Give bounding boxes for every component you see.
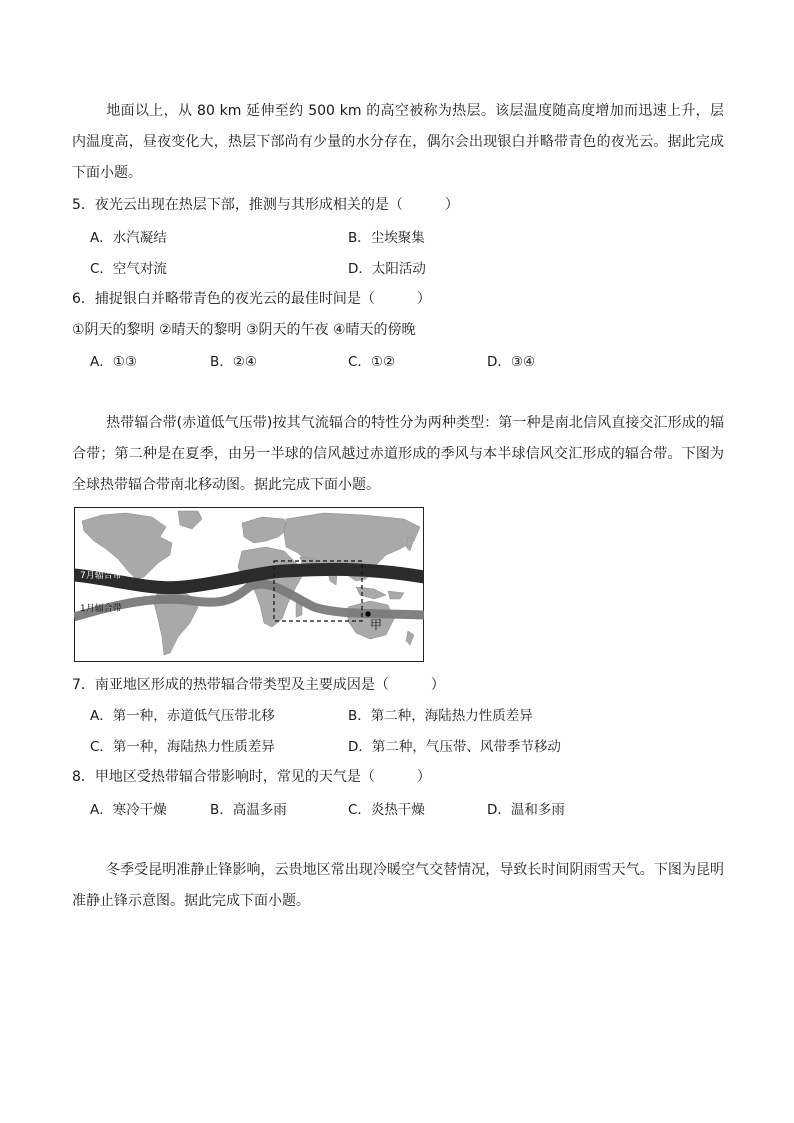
question-7-stem: 7．南亚地区形成的热带辐合带类型及主要成因是（ ）: [72, 677, 445, 693]
q5-option-a[interactable]: A．水汽凝结: [90, 230, 167, 246]
itcz-world-map: [74, 507, 424, 662]
q8-option-b[interactable]: B．高温多雨: [210, 802, 287, 818]
question-6-choices: ①阴天的黎明 ②晴天的黎明 ③阴天的午夜 ④晴天的傍晚: [72, 322, 416, 338]
q8-option-a[interactable]: A．寒冷干燥: [90, 802, 167, 818]
passage-thermosphere-text: 地面以上，从 80 km 延伸至约 500 km 的高空被称为热层。该层温度随高度增加而迅速上升，层内温度高，昼夜变化大，热层下部尚有少量的水分存在，偶尔会出现银白并略带青色的夜光云。据此完成下面小题。: [72, 103, 724, 181]
passage-kunming-front-text: 冬季受昆明准静止锋影响，云贵地区常出现冷暖空气交替情况，导致长时间阴雨雪天气。下图为昆明准静止锋示意图。据此完成下面小题。: [72, 862, 724, 909]
q8-option-d[interactable]: D．温和多雨: [487, 802, 565, 818]
q7-option-c[interactable]: C．第一种，海陆热力性质差异: [90, 739, 275, 755]
passage-kunming-front: [72, 855, 724, 917]
jan-itcz-label: 1月辐合带: [80, 604, 122, 614]
q6-option-b[interactable]: B．②④: [210, 354, 257, 370]
q6-option-d[interactable]: D．③④: [487, 354, 536, 370]
q8-option-c[interactable]: C．炎热干燥: [348, 802, 425, 818]
q5-option-d[interactable]: D．太阳活动: [348, 261, 426, 277]
q7-option-a[interactable]: A．第一种，赤道低气压带北移: [90, 708, 275, 724]
location-jia-marker: [365, 611, 370, 616]
passage-itcz: [72, 408, 724, 501]
passage-itcz-text: 热带辐合带(赤道低气压带)按其气流辐合的特性分为两种类型：第一种是南北信风直接交汇形成的辐合带；第二种是在夏季，由另一半球的信风越过赤道形成的季风与本半球信风交汇形成的辐合带。下图为全球热带辐合带南北移动图。据此完成下面小题。: [72, 415, 724, 493]
question-6-stem: 6．捕捉银白并略带青色的夜光云的最佳时间是（ ）: [72, 291, 431, 307]
question-5-stem: 5．夜光云出现在热层下部，推测与其形成相关的是（ ）: [72, 197, 459, 213]
q7-option-b[interactable]: B．第二种，海陆热力性质差异: [348, 708, 533, 724]
q7-option-d[interactable]: D．第二种，气压带、风带季节移动: [348, 739, 561, 755]
q5-option-c[interactable]: C．空气对流: [90, 261, 167, 277]
passage-thermosphere: [72, 96, 724, 189]
q6-option-c[interactable]: C．①②: [348, 354, 396, 370]
q6-option-a[interactable]: A．①③: [90, 354, 137, 370]
q5-option-b[interactable]: B．尘埃聚集: [348, 230, 425, 246]
question-8-stem: 8．甲地区受热带辐合带影响时，常见的天气是（ ）: [72, 769, 431, 785]
location-jia-label: 甲: [370, 618, 383, 632]
july-itcz-label: 7月辐合带: [80, 571, 122, 581]
